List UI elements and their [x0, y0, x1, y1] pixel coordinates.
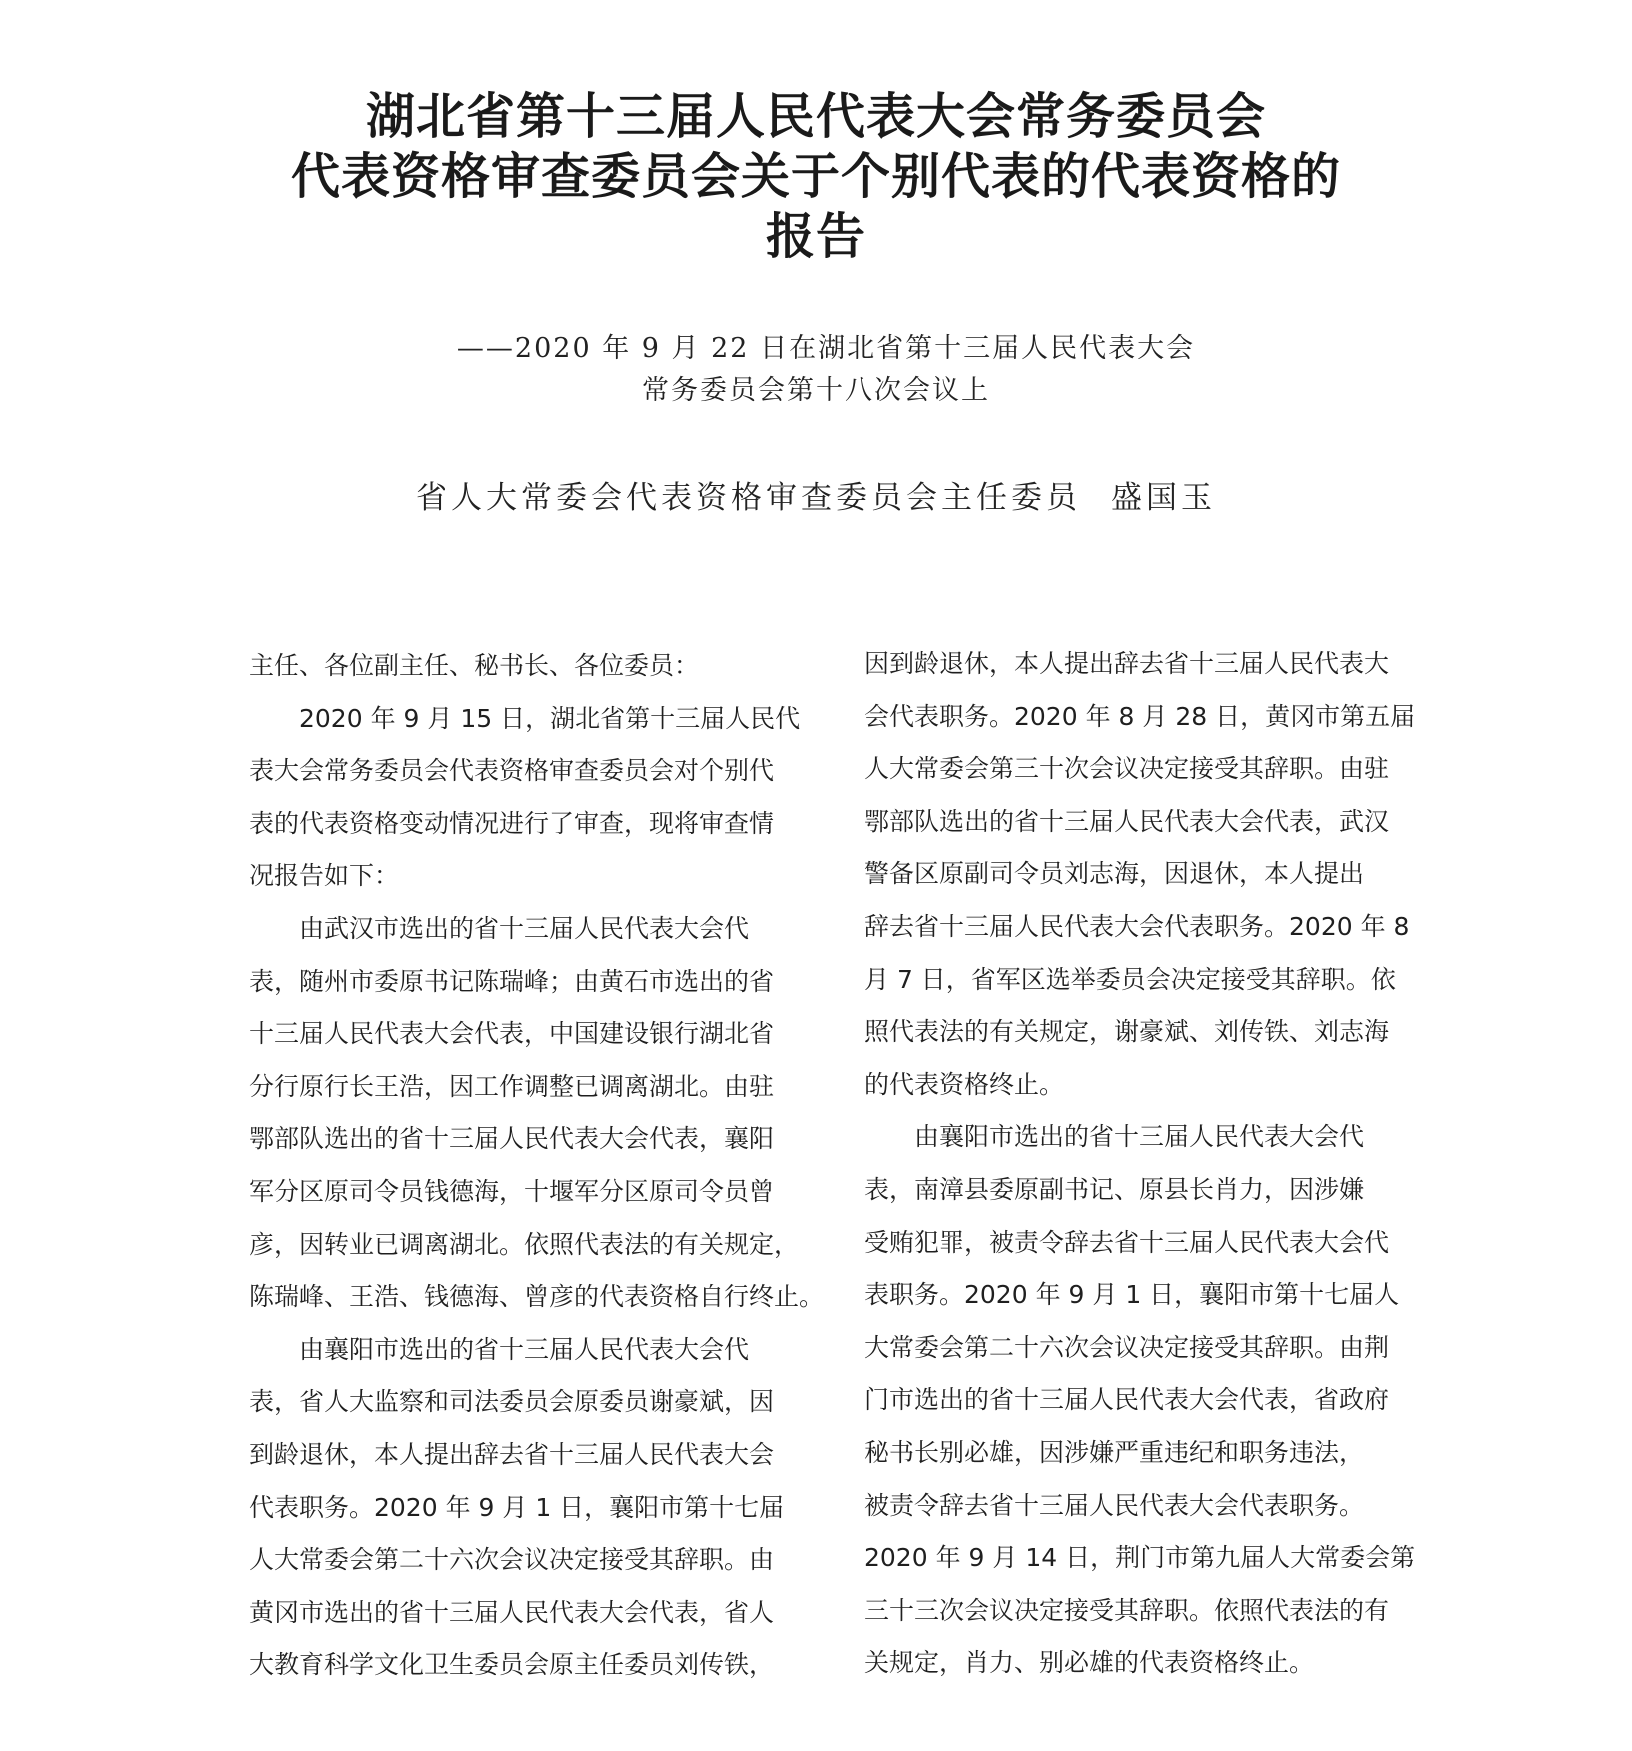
body-line: 关规定，肖力、别必雄的代表资格终止。 [864, 1648, 1315, 1678]
body-line: 由武汉市选出的省十三届人民代表大会代 [299, 913, 750, 943]
body-line: 由襄阳市选出的省十三届人民代表大会代 [914, 1122, 1365, 1152]
body-line: 门市选出的省十三届人民代表大会代表，省政府 [864, 1385, 1390, 1415]
subtitle-line-1: ——2020 年 9 月 22 日在湖北省第十三届人民代表大会 [456, 333, 1196, 364]
body-line: 的代表资格终止。 [864, 1069, 1065, 1099]
body-line: 鄂部队选出的省十三届人民代表大会代表，襄阳 [249, 1124, 775, 1154]
body-line: 大常委会第二十六次会议决定接受其辞职。由荆 [864, 1332, 1390, 1362]
author-position: 省人大常委会代表资格审查委员会主任委员 [416, 480, 1081, 516]
body-line: 表，南漳县委原副书记、原县长肖力，因涉嫌 [864, 1174, 1365, 1204]
body-line: 2020 年 9 月 15 日，湖北省第十三届人民代 [299, 703, 801, 733]
body-line: 代表职务。2020 年 9 月 1 日，襄阳市第十七届 [249, 1492, 785, 1522]
body-line: 况报告如下： [249, 861, 400, 891]
body-line: 秘书长别必雄，因涉嫌严重违纪和职务违法， [864, 1437, 1365, 1467]
body-line: 彦，因转业已调离湖北。依照代表法的有关规定， [249, 1229, 800, 1259]
body-line: 十三届人民代表大会代表，中国建设银行湖北省 [249, 1019, 775, 1049]
body-line: 2020 年 9 月 14 日，荆门市第九届人大常委会第 [864, 1543, 1416, 1573]
body-line: 警备区原副司令员刘志海，因退休，本人提出 [864, 859, 1365, 889]
title-line-3: 报告 [765, 207, 866, 265]
body-line: 鄂部队选出的省十三届人民代表大会代表，武汉 [864, 806, 1390, 836]
body-line: 表职务。2020 年 9 月 1 日，襄阳市第十七届人 [864, 1280, 1400, 1310]
author-name: 盛国玉 [1111, 480, 1216, 516]
body-line: 人大常委会第二十六次会议决定接受其辞职。由 [249, 1545, 775, 1575]
body-line: 受贿犯罪，被责令辞去省十三届人民代表大会代 [864, 1227, 1390, 1257]
body-line: 主任、各位副主任、秘书长、各位委员： [249, 651, 700, 680]
body-line: 因到龄退休，本人提出辞去省十三届人民代表大 [864, 649, 1390, 678]
body-line: 三十三次会议决定接受其辞职。依照代表法的有 [864, 1595, 1390, 1625]
body-line: 表，省人大监察和司法委员会原委员谢豪斌，因 [249, 1387, 775, 1417]
body-line: 辞去省十三届人民代表大会代表职务。2020 年 8 [864, 911, 1410, 941]
body-line: 分行原行长王浩，因工作调整已调离湖北。由驻 [249, 1071, 775, 1101]
body-line: 军分区原司令员钱德海，十堰军分区原司令员曾 [249, 1176, 775, 1206]
body-line: 表的代表资格变动情况进行了审查，现将审查情 [249, 808, 775, 838]
body-line: 表大会常务委员会代表资格审查委员会对个别代 [249, 756, 775, 786]
body-line: 照代表法的有关规定，谢豪斌、刘传铁、刘志海 [864, 1017, 1390, 1047]
body-line: 到龄退休，本人提出辞去省十三届人民代表大会 [249, 1439, 775, 1469]
subtitle-line-2: 常务委员会第十八次会议上 [642, 375, 990, 406]
body-line: 表，随州市委原书记陈瑞峰；由黄石市选出的省 [249, 966, 775, 996]
body-line: 大教育科学文化卫生委员会原主任委员刘传铁， [249, 1650, 775, 1680]
body-line: 陈瑞峰、王浩、钱德海、曾彦的代表资格自行终止。 [249, 1282, 825, 1312]
title-line-1: 湖北省第十三届人民代表大会常务委员会 [365, 87, 1266, 145]
body-line: 被责令辞去省十三届人民代表大会代表职务。 [864, 1490, 1365, 1520]
title-line-2: 代表资格审查委员会关于个别代表的代表资格的 [290, 147, 1341, 205]
body-line: 由襄阳市选出的省十三届人民代表大会代 [299, 1334, 750, 1364]
body-line: 会代表职务。2020 年 8 月 28 日，黄冈市第五届 [864, 701, 1416, 731]
body-column-left [249, 640, 825, 1692]
body-line: 月 7 日，省军区选举委员会决定接受其辞职。依 [864, 964, 1396, 994]
body-line: 人大常委会第三十次会议决定接受其辞职。由驻 [864, 754, 1390, 784]
author-line [0, 476, 1632, 520]
document-title [0, 86, 1632, 266]
body-line: 黄冈市选出的省十三届人民代表大会代表，省人 [249, 1597, 775, 1627]
body-column-right [864, 638, 1420, 1690]
document-subtitle [0, 328, 1632, 412]
